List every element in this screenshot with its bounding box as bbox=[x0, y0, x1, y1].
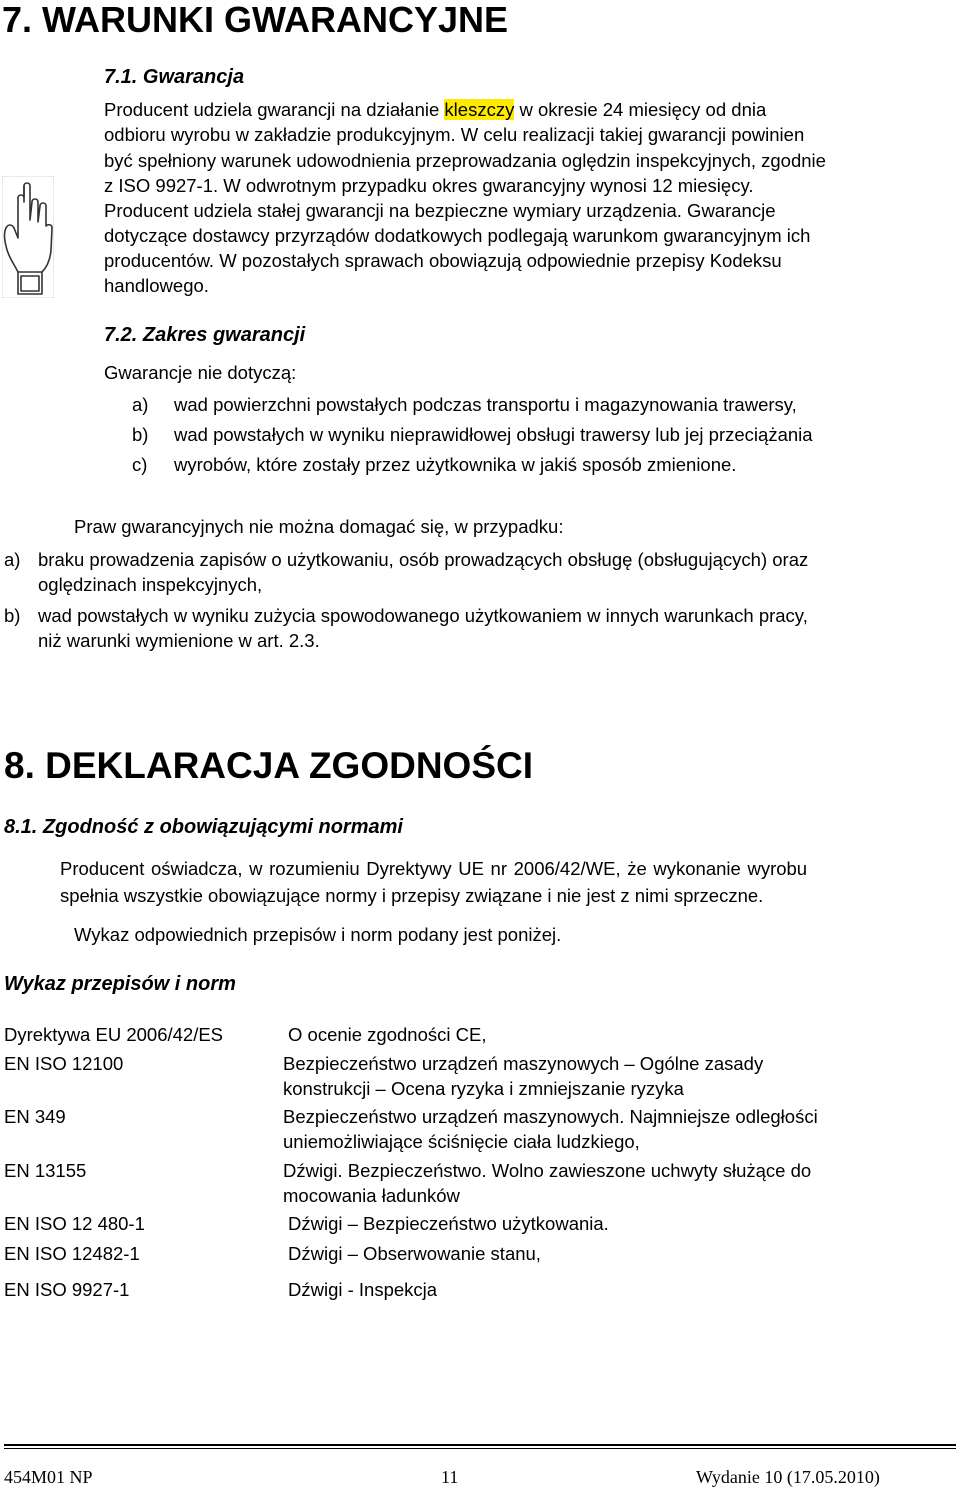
exclusion-text-c: wyrobów, które zostały przez użytkownika w jakiś sposób zmienione. bbox=[174, 454, 737, 475]
exclusion-mark-c: c) bbox=[132, 454, 148, 475]
norm-code: EN ISO 12482-1 bbox=[4, 1243, 140, 1264]
claims-intro: Praw gwarancyjnych nie można domagać się, w przypadku: bbox=[74, 516, 564, 537]
pointing-hand-icon bbox=[2, 176, 54, 298]
norm-code: EN ISO 9927-1 bbox=[4, 1279, 130, 1300]
warranty-line-7: producentów. W pozostałych sprawach obowiązują odpowiednie przepisy Kodeksu bbox=[104, 250, 782, 271]
warranty-line-4: z ISO 9927-1. W odwrotnym przypadku okres gwarancyjny wynosi 12 miesięcy. bbox=[104, 175, 754, 196]
section-7-title: 7. WARUNKI GWARANCYJNE bbox=[2, 0, 509, 40]
norm-desc-cont: konstrukcji – Ocena ryzyka i zmniejszanie ryzyka bbox=[283, 1078, 684, 1099]
claims-b-line-1: wad powstałych w wyniku zużycia spowodowanego użytkowaniem w innych warunkach pracy, bbox=[38, 605, 808, 626]
norm-code: EN 13155 bbox=[4, 1160, 87, 1181]
section-8-title: 8. DEKLARACJA ZGODNOŚCI bbox=[4, 745, 534, 786]
warranty-line-3: być spełniony warunek udowodnienia przeprowadzania oględzin inspekcyjnych, zgodnie bbox=[104, 150, 826, 171]
claims-mark-b: b) bbox=[4, 605, 21, 626]
declaration-line-2: spełnia wszystkie obowiązujące normy i przepisy związane i nie jest z nimi sprzeczne. bbox=[60, 885, 764, 906]
norm-desc: Dźwigi – Bezpieczeństwo użytkowania. bbox=[288, 1213, 609, 1234]
norm-code: Dyrektywa EU 2006/42/ES bbox=[4, 1024, 224, 1045]
claims-mark-a: a) bbox=[4, 549, 21, 570]
highlighted-word: kleszczy bbox=[444, 99, 515, 120]
declaration-line-1: Producent oświadcza, w rozumieniu Dyrektywy UE nr 2006/42/WE, że wykonanie wyrobu bbox=[60, 858, 808, 879]
warranty-line-6: dotyczące dostawcy przyrządów dodatkowych podlegają warunkom gwarancyjnym ich bbox=[104, 225, 811, 246]
exclusion-text-b: wad powstałych w wyniku nieprawidłowej obsługi trawersy lub jej przeciążania bbox=[174, 424, 813, 445]
footer-doc-code: 454M01 NP bbox=[4, 1467, 93, 1487]
warranty-line-2: odbioru wyrobu w zakładzie produkcyjnym. W celu realizacji takiej gwarancji powinien bbox=[104, 124, 805, 145]
exclusion-mark-a: a) bbox=[132, 394, 149, 415]
norm-code: EN 349 bbox=[4, 1106, 66, 1127]
claims-a-line-2: oględzinach inspekcyjnych, bbox=[38, 574, 263, 595]
footer-rule bbox=[4, 1444, 956, 1449]
norm-desc: Dźwigi – Obserwowanie stanu, bbox=[288, 1243, 541, 1264]
claims-a-line-1: braku prowadzenia zapisów o użytkowaniu, osób prowadzących obsługę (obsługujących) oraz bbox=[38, 549, 809, 570]
declaration-note: Wykaz odpowiednich przepisów i norm podany jest poniżej. bbox=[74, 924, 562, 945]
footer-page-number: 11 bbox=[441, 1467, 459, 1487]
norm-desc: Bezpieczeństwo urządzeń maszynowych. Najmniejsze odległości bbox=[283, 1106, 818, 1127]
norm-code: EN ISO 12 480-1 bbox=[4, 1213, 145, 1234]
warranty-line-5: Producent udziela stałej gwarancji na bezpieczne wymiary urządzenia. Gwarancje bbox=[104, 200, 776, 221]
footer-edition: Wydanie 10 (17.05.2010) bbox=[696, 1467, 880, 1487]
exclusion-text-a: wad powierzchni powstałych podczas transportu i magazynowania trawersy, bbox=[174, 394, 797, 415]
exclusions-intro: Gwarancje nie dotyczą: bbox=[104, 362, 297, 383]
section-7-2-heading: 7.2. Zakres gwarancji bbox=[104, 324, 306, 346]
norm-desc: Dźwigi. Bezpieczeństwo. Wolno zawieszone uchwyty służące do bbox=[283, 1160, 812, 1181]
norm-desc: O ocenie zgodności CE, bbox=[288, 1024, 487, 1045]
norm-desc: Dźwigi - Inspekcja bbox=[288, 1279, 438, 1300]
warranty-line-8: handlowego. bbox=[104, 275, 209, 296]
norms-list-heading: Wykaz przepisów i norm bbox=[4, 973, 236, 995]
norm-code: EN ISO 12100 bbox=[4, 1053, 124, 1074]
exclusion-mark-b: b) bbox=[132, 424, 149, 445]
norm-desc: Bezpieczeństwo urządzeń maszynowych – Ogólne zasady bbox=[283, 1053, 764, 1074]
warranty-line-1: Producent udziela gwarancji na działanie kleszczy w okresie 24 miesięcy od dnia bbox=[104, 99, 767, 120]
norm-desc-cont: uniemożliwiające ściśnięcie ciała ludzkiego, bbox=[283, 1131, 640, 1152]
section-8-1-heading: 8.1. Zgodność z obowiązującymi normami bbox=[4, 816, 403, 838]
claims-b-line-2: niż warunki wymienione w art. 2.3. bbox=[38, 630, 320, 651]
section-7-1-heading: 7.1. Gwarancja bbox=[104, 66, 245, 88]
norm-desc-cont: mocowania ładunków bbox=[283, 1185, 460, 1206]
